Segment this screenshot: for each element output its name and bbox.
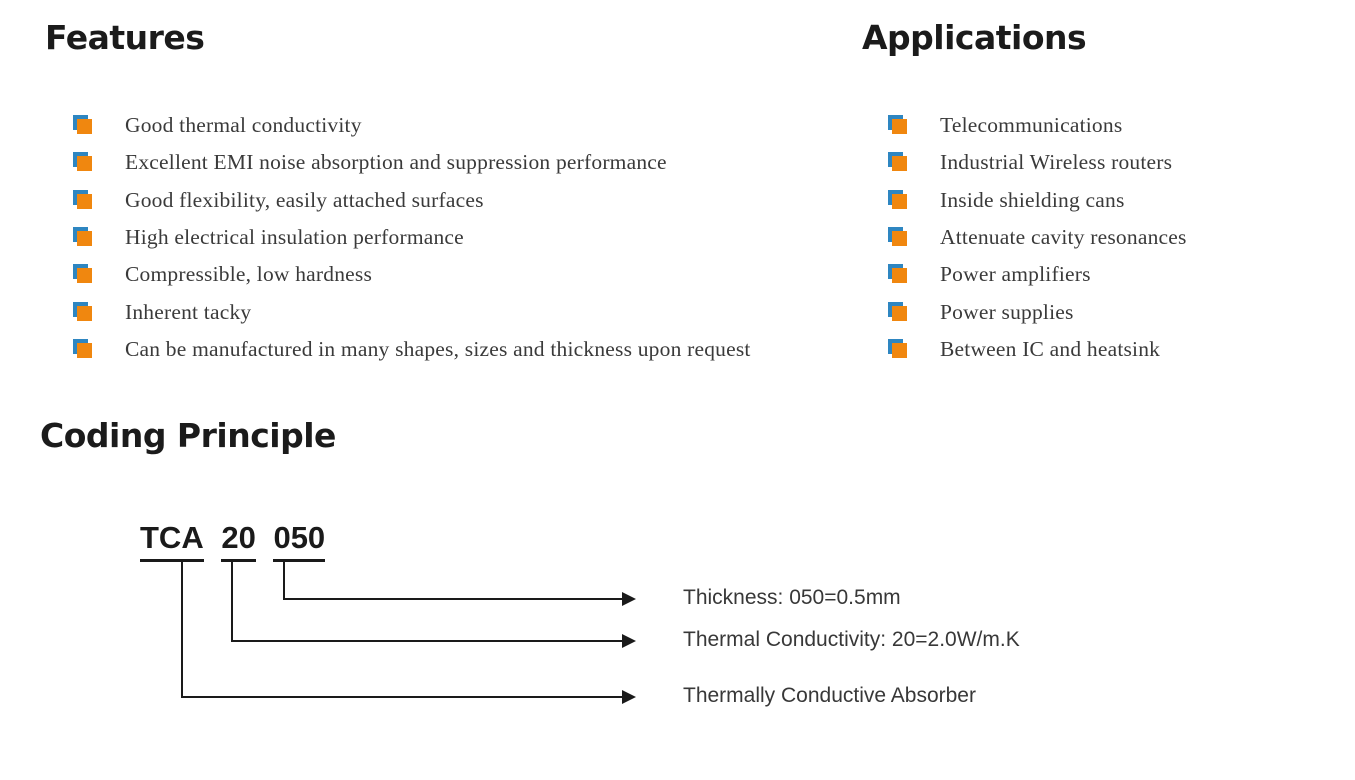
bullet-square-icon	[888, 339, 907, 358]
feature-item-label: Excellent EMI noise absorption and suppression performance	[125, 150, 667, 175]
application-list-item	[888, 256, 1187, 293]
bullet-square-icon	[73, 302, 92, 321]
product-code-part: 050	[273, 520, 325, 562]
bullet-orange-layer	[77, 119, 92, 134]
feature-item-label: Can be manufactured in many shapes, sizes and thickness upon request	[125, 336, 751, 361]
connector-hline-tca	[181, 696, 624, 698]
feature-list-item	[73, 293, 751, 330]
application-item-label: Power amplifiers	[940, 262, 1091, 287]
application-item-label: Inside shielding cans	[940, 187, 1125, 212]
feature-item-label: Good flexibility, easily attached surfaces	[125, 187, 484, 212]
bullet-square-icon	[73, 190, 92, 209]
application-item-label: Telecommunications	[940, 113, 1123, 138]
feature-list-item	[73, 256, 751, 293]
legend-absorber-label: Thermally Conductive Absorber	[683, 684, 976, 707]
connector-vline-20	[231, 561, 233, 642]
application-item-label: Power supplies	[940, 299, 1074, 324]
legend-thickness-label: Thickness: 050=0.5mm	[683, 586, 901, 609]
bullet-orange-layer	[77, 343, 92, 358]
bullet-square-icon	[73, 115, 92, 134]
coding-principle-section-title: Coding Principle	[40, 416, 336, 455]
feature-list-item	[73, 182, 751, 219]
bullet-square-icon	[73, 227, 92, 246]
applications-list	[888, 107, 1187, 368]
bullet-orange-layer	[892, 156, 907, 171]
bullet-square-icon	[888, 190, 907, 209]
application-list-item	[888, 144, 1187, 181]
feature-list-item	[73, 144, 751, 181]
arrowhead-icon	[622, 592, 636, 606]
bullet-orange-layer	[892, 268, 907, 283]
feature-item-label: Compressible, low hardness	[125, 262, 373, 287]
bullet-square-icon	[73, 339, 92, 358]
arrowhead-icon	[622, 634, 636, 648]
bullet-orange-layer	[77, 268, 92, 283]
feature-item-label: Inherent tacky	[125, 299, 252, 324]
feature-item-label: Good thermal conductivity	[125, 113, 362, 138]
bullet-orange-layer	[77, 231, 92, 246]
connector-hline-050	[283, 598, 624, 600]
feature-list-item	[73, 331, 751, 368]
product-code-part: 20	[221, 520, 255, 562]
features-list	[73, 107, 751, 368]
feature-item-label: High electrical insulation performance	[125, 225, 464, 250]
bullet-square-icon	[888, 152, 907, 171]
product-code-part: TCA	[140, 520, 204, 562]
bullet-square-icon	[73, 264, 92, 283]
bullet-square-icon	[73, 152, 92, 171]
application-list-item	[888, 293, 1187, 330]
application-item-label: Between IC and heatsink	[940, 336, 1161, 361]
legend-thermal-conductivity-label: Thermal Conductivity: 20=2.0W/m.K	[683, 628, 1020, 651]
bullet-orange-layer	[892, 343, 907, 358]
bullet-square-icon	[888, 302, 907, 321]
applications-section-title: Applications	[862, 18, 1087, 57]
application-list-item	[888, 331, 1187, 368]
bullet-orange-layer	[892, 194, 907, 209]
bullet-square-icon	[888, 264, 907, 283]
connector-hline-20	[231, 640, 624, 642]
product-code	[140, 520, 325, 562]
arrowhead-icon	[622, 690, 636, 704]
bullet-orange-layer	[77, 306, 92, 321]
application-item-label: Industrial Wireless routers	[940, 150, 1173, 175]
feature-list-item	[73, 219, 751, 256]
connector-vline-050	[283, 561, 285, 599]
application-list-item	[888, 182, 1187, 219]
bullet-orange-layer	[77, 156, 92, 171]
bullet-square-icon	[888, 115, 907, 134]
bullet-orange-layer	[892, 306, 907, 321]
features-section-title: Features	[45, 18, 205, 57]
application-item-label: Attenuate cavity resonances	[940, 225, 1187, 250]
application-list-item	[888, 107, 1187, 144]
bullet-square-icon	[888, 227, 907, 246]
connector-vline-tca	[181, 561, 183, 698]
application-list-item	[888, 219, 1187, 256]
bullet-orange-layer	[892, 231, 907, 246]
feature-list-item	[73, 107, 751, 144]
bullet-orange-layer	[77, 194, 92, 209]
bullet-orange-layer	[892, 119, 907, 134]
